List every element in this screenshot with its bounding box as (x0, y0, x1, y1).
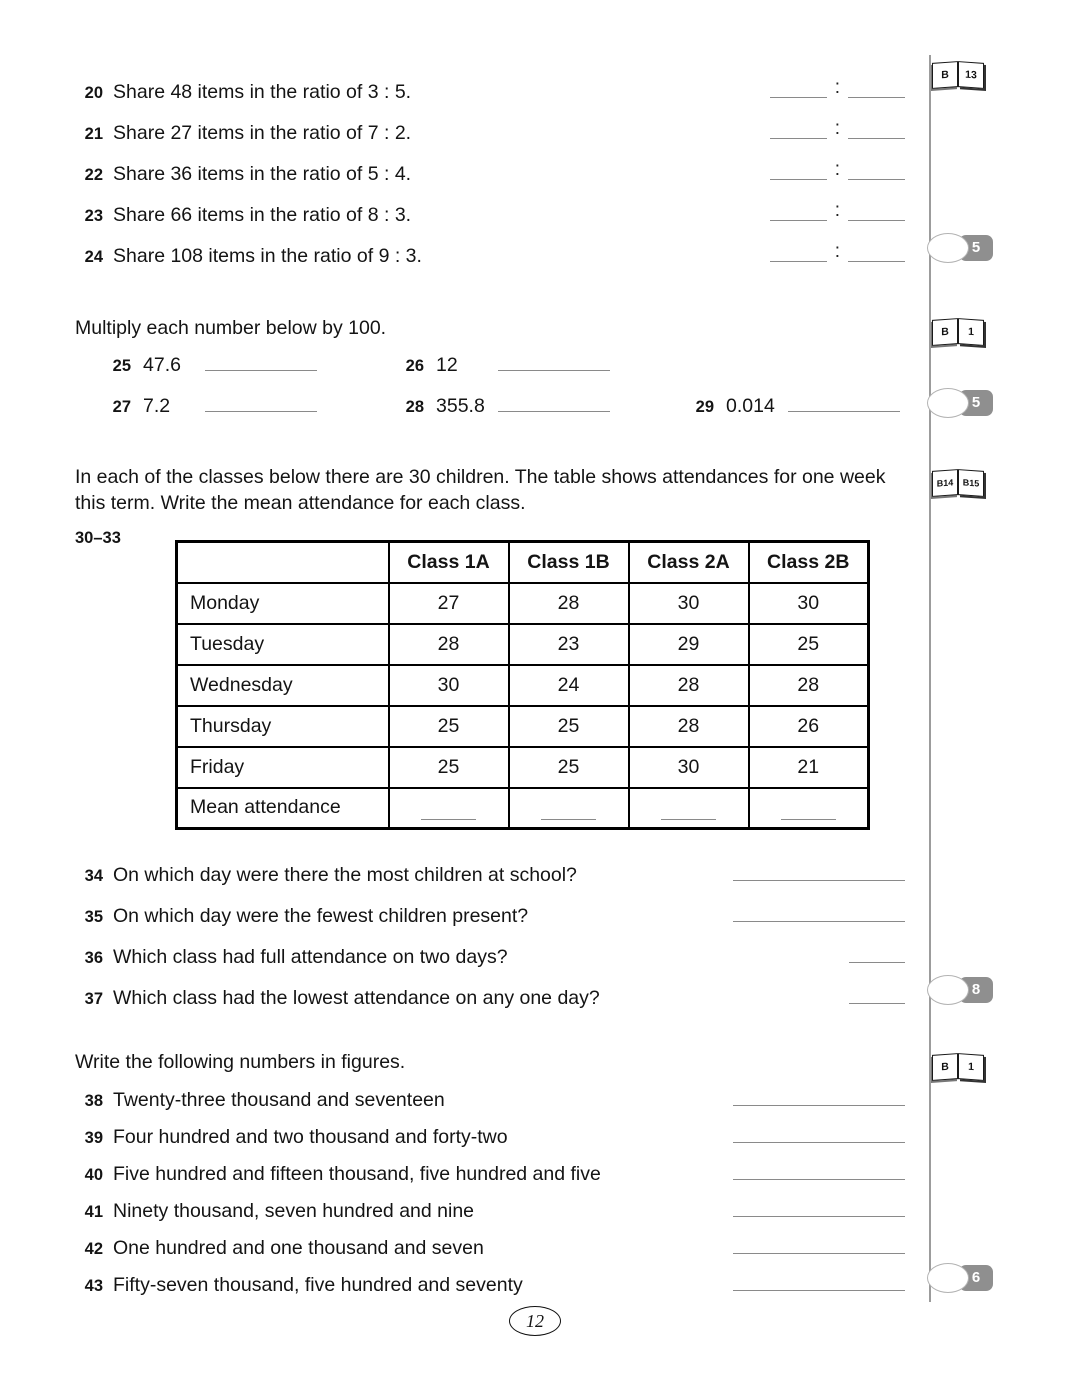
question-row (75, 1086, 905, 1115)
multiply-question (105, 351, 317, 377)
book-page-right: 1 (958, 318, 984, 346)
row-label: Thursday (177, 706, 389, 747)
table-cell: 23 (509, 624, 629, 665)
table-cell-blank (509, 788, 629, 829)
question-number: 23 (84, 207, 103, 225)
column-header: Class 1A (389, 542, 509, 583)
ratio-answer-blanks (770, 201, 905, 221)
question-number: 26 (405, 357, 424, 375)
score-total-badge: 6 (959, 1265, 993, 1291)
question-row (75, 943, 905, 972)
answer-blank-second[interactable] (848, 201, 905, 221)
question-number: 28 (405, 398, 424, 416)
question-number: 38 (84, 1092, 103, 1110)
book-reference-icon (932, 57, 988, 88)
ratio-colon: : (834, 200, 840, 221)
table-cell: 27 (389, 583, 509, 624)
question-row (75, 242, 905, 271)
multiply-question (688, 392, 900, 418)
book-reference-icon (932, 314, 988, 345)
answer-blank[interactable] (498, 392, 610, 412)
answer-blank[interactable] (733, 1086, 905, 1106)
column-header: Class 2B (749, 542, 869, 583)
question-number: 27 (112, 398, 131, 416)
answer-blank-first[interactable] (770, 242, 827, 262)
answer-blank[interactable] (733, 1123, 905, 1143)
answer-blank-first[interactable] (770, 201, 827, 221)
answer-blank-first[interactable] (770, 78, 827, 98)
table-cell: 25 (389, 747, 509, 788)
table-cell: 24 (509, 665, 629, 706)
question-text: Five hundred and fifteen thousand, five hundred and five (113, 1163, 601, 1185)
answer-blank[interactable] (849, 984, 905, 1004)
question-row (75, 119, 905, 148)
table-cell: 30 (749, 583, 869, 624)
table-cell: 25 (509, 747, 629, 788)
table-cell: 25 (389, 706, 509, 747)
table-row-mean (177, 788, 869, 829)
table-row (177, 624, 869, 665)
question-number: 36 (84, 949, 103, 967)
page-number-text: 12 (526, 1310, 544, 1331)
question-row (75, 1123, 905, 1152)
answer-blank[interactable] (733, 902, 905, 922)
multiply-value: 7.2 (143, 395, 171, 417)
answer-blank-first[interactable] (770, 160, 827, 180)
question-number: 24 (84, 248, 103, 266)
multiply-instruction: Multiply each number below by 100. (75, 317, 387, 339)
mean-answer-blank[interactable] (781, 802, 836, 820)
question-row (75, 861, 905, 890)
question-number: 22 (84, 166, 103, 184)
question-row (75, 984, 905, 1013)
question-text: Four hundred and two thousand and forty-two (113, 1126, 508, 1148)
ratio-colon: : (834, 77, 840, 98)
table-cell: 30 (389, 665, 509, 706)
table-cell-blank (389, 788, 509, 829)
figures-instruction: Write the following numbers in figures. (75, 1051, 406, 1073)
attendance-table (175, 540, 870, 830)
question-text: Share 27 items in the ratio of 7 : 2. (113, 122, 412, 144)
question-row (75, 1271, 905, 1300)
table-cell: 25 (749, 624, 869, 665)
question-number: 20 (84, 84, 103, 102)
question-number: 29 (695, 398, 714, 416)
row-label: Mean attendance (177, 788, 389, 829)
table-cell: 28 (389, 624, 509, 665)
score-marker (927, 233, 993, 263)
question-text: Share 66 items in the ratio of 8 : 3. (113, 204, 412, 226)
book-reference-icon (932, 465, 988, 496)
table-row (177, 747, 869, 788)
page-number (509, 1306, 561, 1336)
ratio-answer-blanks (770, 160, 905, 180)
question-number: 35 (84, 908, 103, 926)
table-cell: 21 (749, 747, 869, 788)
question-number: 21 (84, 125, 103, 143)
table-cell: 25 (509, 706, 629, 747)
answer-blank[interactable] (733, 1160, 905, 1180)
book-page-right: B15 (958, 469, 984, 497)
table-cell: 28 (749, 665, 869, 706)
score-total-badge: 5 (959, 235, 993, 261)
answer-blank[interactable] (205, 351, 317, 371)
score-entry-oval[interactable] (927, 233, 969, 263)
multiply-value: 47.6 (143, 354, 181, 376)
question-text: One hundred and one thousand and seven (113, 1237, 484, 1259)
table-cell: 28 (629, 665, 749, 706)
mean-answer-blank[interactable] (421, 802, 476, 820)
book-page-right: 13 (958, 61, 984, 89)
question-text: Share 36 items in the ratio of 5 : 4. (113, 163, 412, 185)
multiply-value: 12 (436, 354, 458, 376)
table-cell: 26 (749, 706, 869, 747)
book-page-right: 1 (958, 1053, 984, 1081)
column-header: Class 2A (629, 542, 749, 583)
table-corner-cell (177, 542, 389, 583)
question-number: 40 (84, 1166, 103, 1184)
table-row (177, 583, 869, 624)
question-text: Share 108 items in the ratio of 9 : 3. (113, 245, 422, 267)
answer-blank[interactable] (733, 1234, 905, 1254)
answer-blank-second[interactable] (848, 119, 905, 139)
question-text: Which class had full attendance on two days? (113, 946, 508, 968)
table-cell: 28 (629, 706, 749, 747)
question-number: 41 (84, 1203, 103, 1221)
book-page-left: B (932, 318, 958, 346)
multiply-question (398, 392, 610, 418)
ratio-answer-blanks (770, 78, 905, 98)
question-number: 34 (84, 867, 103, 885)
answer-blank-second[interactable] (848, 78, 905, 98)
question-text: Fifty-seven thousand, five hundred and seventy (113, 1274, 523, 1296)
question-text: Share 48 items in the ratio of 3 : 5. (113, 81, 412, 103)
question-text: Twenty-three thousand and seventeen (113, 1089, 445, 1111)
score-marker (927, 388, 993, 418)
answer-blank[interactable] (733, 1271, 905, 1291)
answer-blank[interactable] (849, 943, 905, 963)
ratio-answer-blanks (770, 119, 905, 139)
answer-blank[interactable] (733, 861, 905, 881)
question-number: 43 (84, 1277, 103, 1295)
ratio-colon: : (834, 159, 840, 180)
question-row (75, 1234, 905, 1263)
multiply-question (398, 351, 610, 377)
book-page-left: B (932, 1053, 958, 1081)
question-row (75, 78, 905, 107)
row-label: Monday (177, 583, 389, 624)
book-page-left: B14 (932, 469, 958, 497)
question-row (75, 201, 905, 230)
question-text: Which class had the lowest attendance on any one day? (113, 987, 600, 1009)
table-cell: 30 (629, 583, 749, 624)
multiply-question (105, 392, 317, 418)
score-total-badge: 5 (959, 390, 993, 416)
question-number: 37 (84, 990, 103, 1008)
mean-answer-blank[interactable] (541, 802, 596, 820)
column-header: Class 1B (509, 542, 629, 583)
score-total-badge: 8 (959, 977, 993, 1003)
table-cell: 30 (629, 747, 749, 788)
question-row (75, 902, 905, 931)
multiply-value: 0.014 (726, 395, 775, 417)
question-row (75, 160, 905, 189)
row-label: Wednesday (177, 665, 389, 706)
answer-blank[interactable] (498, 351, 610, 371)
question-number: 42 (84, 1240, 103, 1258)
mean-answer-blank[interactable] (661, 802, 716, 820)
table-header-row (177, 542, 869, 583)
ratio-colon: : (834, 118, 840, 139)
table-row (177, 665, 869, 706)
answer-blank-second[interactable] (848, 242, 905, 262)
table-cell: 29 (629, 624, 749, 665)
book-page-left: B (932, 61, 958, 89)
multiply-value: 355.8 (436, 395, 485, 417)
row-label: Friday (177, 747, 389, 788)
score-entry-oval[interactable] (927, 1263, 969, 1293)
answer-blank-first[interactable] (770, 119, 827, 139)
row-label: Tuesday (177, 624, 389, 665)
answer-blank[interactable] (205, 392, 317, 412)
question-number: 25 (112, 357, 131, 375)
attendance-instruction: In each of the classes below there are 30 children. The table shows attendances for one week this term. Write the mean attendance for each class. (75, 466, 886, 514)
score-entry-oval[interactable] (927, 388, 969, 418)
score-marker (927, 1263, 993, 1293)
table-cell-blank (629, 788, 749, 829)
answer-blank-second[interactable] (848, 160, 905, 180)
question-text: Ninety thousand, seven hundred and nine (113, 1200, 475, 1222)
ratio-colon: : (834, 241, 840, 262)
table-cell: 28 (509, 583, 629, 624)
table-cell-blank (749, 788, 869, 829)
score-entry-oval[interactable] (927, 975, 969, 1005)
book-reference-icon (932, 1049, 988, 1080)
question-row (75, 1160, 905, 1189)
question-text: On which day were the fewest children present? (113, 905, 529, 927)
question-text: On which day were there the most children at school? (113, 864, 577, 886)
table-row (177, 706, 869, 747)
question-row (75, 1197, 905, 1226)
question-number: 39 (84, 1129, 103, 1147)
question-range-label: 30–33 (75, 529, 121, 547)
ratio-answer-blanks (770, 242, 905, 262)
answer-blank[interactable] (788, 392, 900, 412)
answer-blank[interactable] (733, 1197, 905, 1217)
score-marker (927, 975, 993, 1005)
